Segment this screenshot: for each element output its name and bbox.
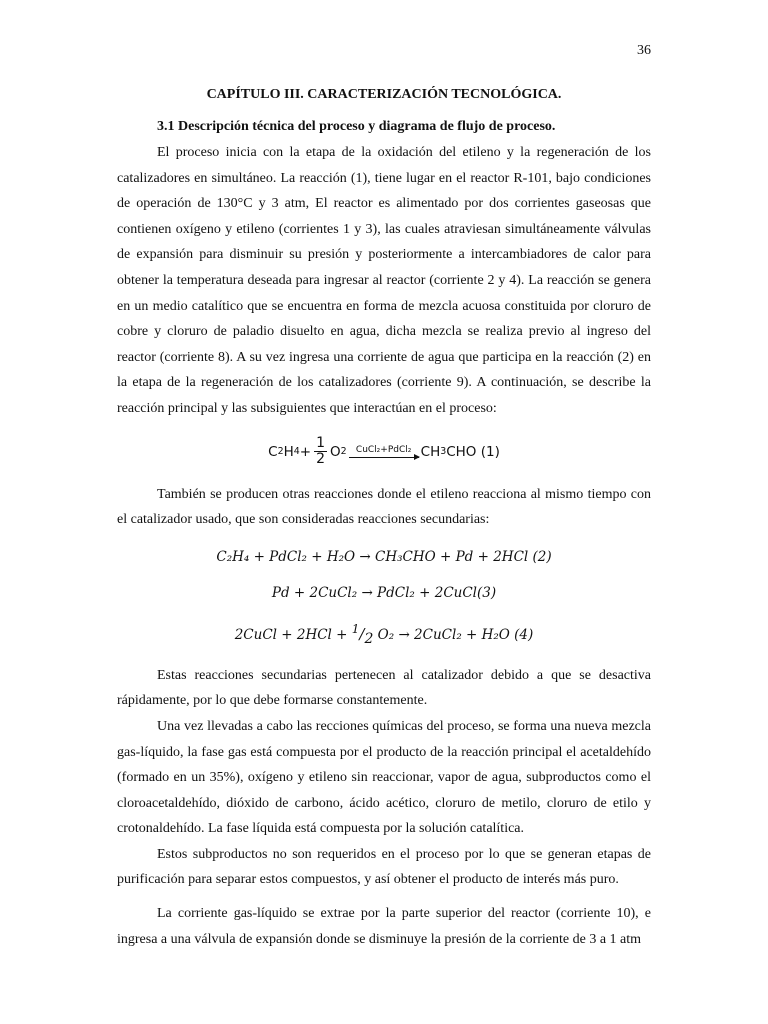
- paragraph-byproducts: Estos subproductos no son requeridos en el proceso por lo que se generan etapas de purificación para separar estos compuestos, y así obtener el producto de interés más puro.: [117, 846, 651, 888]
- paragraph-catalyst-deactivation: Estas reacciones secundarias pertenecen al catalizador debido a que se desactiva rápidamente, por lo que debe formarse constantemente.: [117, 667, 651, 709]
- chapter-title: CAPÍTULO III. CARACTERIZACIÓN TECNOLÓGICA.: [206, 87, 562, 102]
- paragraph-gas-liquid-mixture: Una vez llevadas a cabo las recciones químicas del proceso, se forma una nueva mezcla gas-líquido, la fase gas está compuesta por el producto de la reacción principal el acetaldehído (formado en un 35%), oxígeno y etileno sin reaccionar, vapor de agua, subproductos como el cloroacetaldehído, dióxido de carbono, ácido acético, cloruro de metilo, cloruro de etilo y crotonaldehído. La fase líquida está compuesta por la solución catalítica.: [117, 718, 651, 837]
- equations-secondary: [117, 539, 651, 657]
- paragraph-process-intro: El proceso inicia con la etapa de la oxidación del etileno y la regeneración de los catalizadores en simultáneo. La reacción (1), tiene lugar en el reactor R-101, bajo condiciones de operación de 130°C y 3 atm, El reactor es alimentado por dos corrientes gaseosas que contienen oxígeno y etileno (corrientes 1 y 3), las cuales atraviesan simultáneamente válvulas de expansión para disminuir su presión y posteriormente a intercambiadores de calor para obtener la temperatura deseada para ingresar al reactor (corriente 2 y 4). La reacción se genera en un medio catalítico que se encuentra en forma de mezcla acuosa constituida por cloruro de cobre y cloruro de paladio disuelto en agua, dicha mezcla se realiza previo al ingreso del reactor (corriente 8). A su vez ingresa una corriente de agua que participa en la reacción (2) en la etapa de la regeneración de los catalizadores (corriente 9). A continuación, se describe la reacción principal y las subsiguientes que interactúan en el proceso:: [117, 145, 651, 416]
- fraction-one-half: $\frac{1}{2}$: [316, 435, 325, 468]
- equation-4: 2CuCl + $2HCl + ^1/_2$ O₂ → 2CuCl₂ + H₂O (4): [234, 621, 534, 647]
- reaction-arrow: [349, 445, 419, 458]
- slash-fraction-one-half: $^1/_2$: [351, 621, 374, 647]
- page-number: 36: [637, 43, 651, 58]
- equation-3: Pd + 2CuCl₂ → PdCl₂ + 2CuCl(3): [271, 584, 497, 601]
- catalyst-label: CuCl₂+PdCl₂: [355, 445, 412, 456]
- section-title: 3.1 Descripción técnica del proceso y diagrama de flujo de proceso.: [157, 119, 556, 134]
- document-body: [117, 85, 651, 952]
- paragraph-gas-liquid-stream: La corriente gas-líquido se extrae por la parte superior del reactor (corriente 10), e ingresa a una válvula de expansión donde se disminuye la presión de la corriente de 3 a 1 atm: [117, 906, 651, 947]
- equation-1: C 2 H 4 + $\frac{1}{2}$ O 2 CuCl₂+PdCl₂ CH 3 CHO (1): [268, 435, 500, 468]
- paragraph-secondary-reactions: También se producen otras reacciones donde el etileno reacciona al mismo tiempo con el catalizador usado, que son consideradas reacciones secundarias:: [117, 486, 651, 528]
- equation-2: C₂H₄ + PdCl₂ + H₂O → CH₃CHO + Pd + 2HCl (2): [216, 548, 552, 565]
